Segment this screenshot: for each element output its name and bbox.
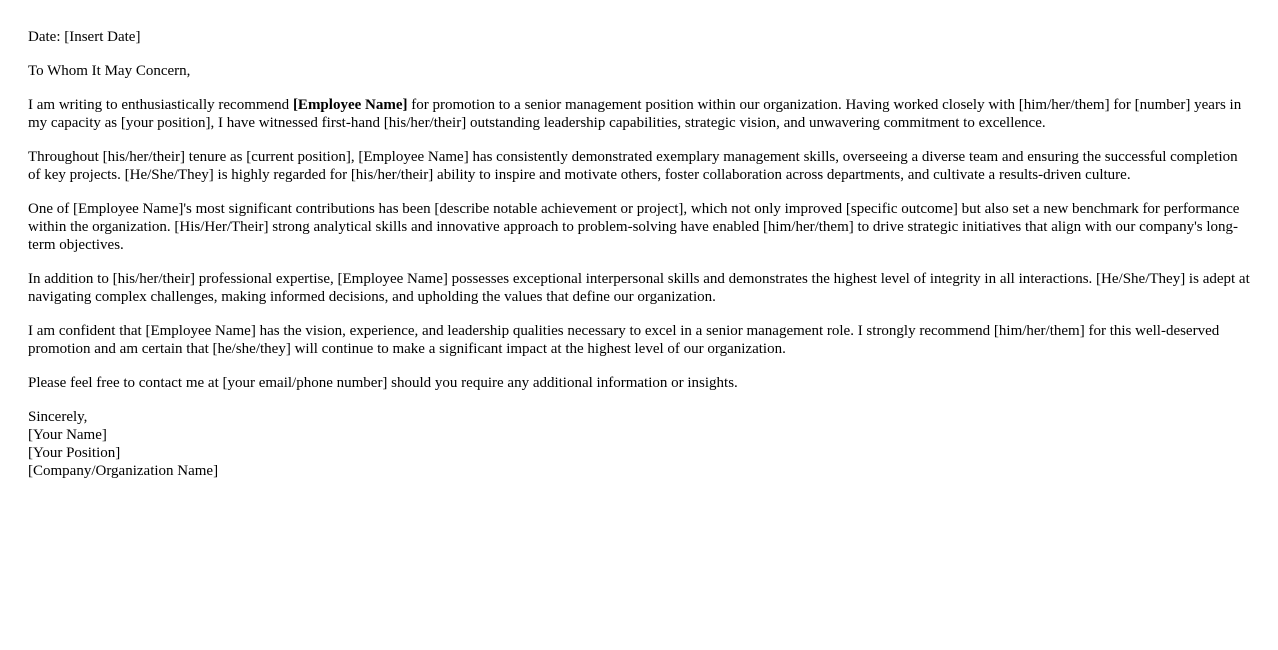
letter-salutation: To Whom It May Concern, (28, 63, 191, 79)
letter-paragraph-intro (28, 96, 1250, 132)
letter-paragraph-tenure: Throughout [his/her/their] tenure as [current position], [Employee Name] has consistently demonstrated exemplary management skills, overseeing a diverse team and ensuring the successful completion of key projects. [He/She/They] is highly regarded for [his/her/their] ability to inspire and motivate others, foster collaboration across departments, and cultivate a results-driven culture. (28, 149, 1238, 183)
recommendation-letter (28, 28, 1250, 480)
letter-closing: Sincerely, (28, 409, 88, 425)
letter-date: Date: [Insert Date] (28, 29, 141, 45)
signature-block (28, 408, 1250, 480)
letter-paragraph-contributions: One of [Employee Name]'s most significant contributions has been [describe notable achievement or project], which not only improved [specific outcome] but also set a new benchmark for performance within the organization. [His/Her/Their] strong analytical skills and innovative approach to problem-solving have enabled [him/her/them] to drive strategic initiatives that align with our company's long-term objectives. (28, 201, 1240, 253)
letter-paragraph-contact: Please feel free to contact me at [your email/phone number] should you require any additional information or insights. (28, 375, 738, 391)
intro-text-start: I am writing to enthusiastically recommend (28, 97, 293, 113)
intro-text-end: for promotion to a senior management position within our organization. Having worked closely with [him/her/them] for [number] years in my capacity as [your position], I have witnessed first-hand [his/her/their] outstanding leadership capabilities, strategic vision, and unwavering commitment to excellence. (28, 97, 1242, 131)
letter-paragraph-recommendation: I am confident that [Employee Name] has the vision, experience, and leadership qualities necessary to excel in a senior management role. I strongly recommend [him/her/them] for this well-deserved promotion and am certain that [he/she/they] will continue to make a significant impact at the highest level of our organization. (28, 323, 1220, 357)
signer-position: [Your Position] (28, 445, 121, 461)
signer-name: [Your Name] (28, 427, 107, 443)
signer-company: [Company/Organization Name] (28, 463, 219, 479)
letter-paragraph-interpersonal: In addition to [his/her/their] professional expertise, [Employee Name] possesses exceptional interpersonal skills and demonstrates the highest level of integrity in all interactions. [He/She/They] is adept at navigating complex challenges, making informed decisions, and upholding the values that define our organization. (28, 271, 1250, 305)
employee-name-bold: [Employee Name] (292, 97, 408, 113)
